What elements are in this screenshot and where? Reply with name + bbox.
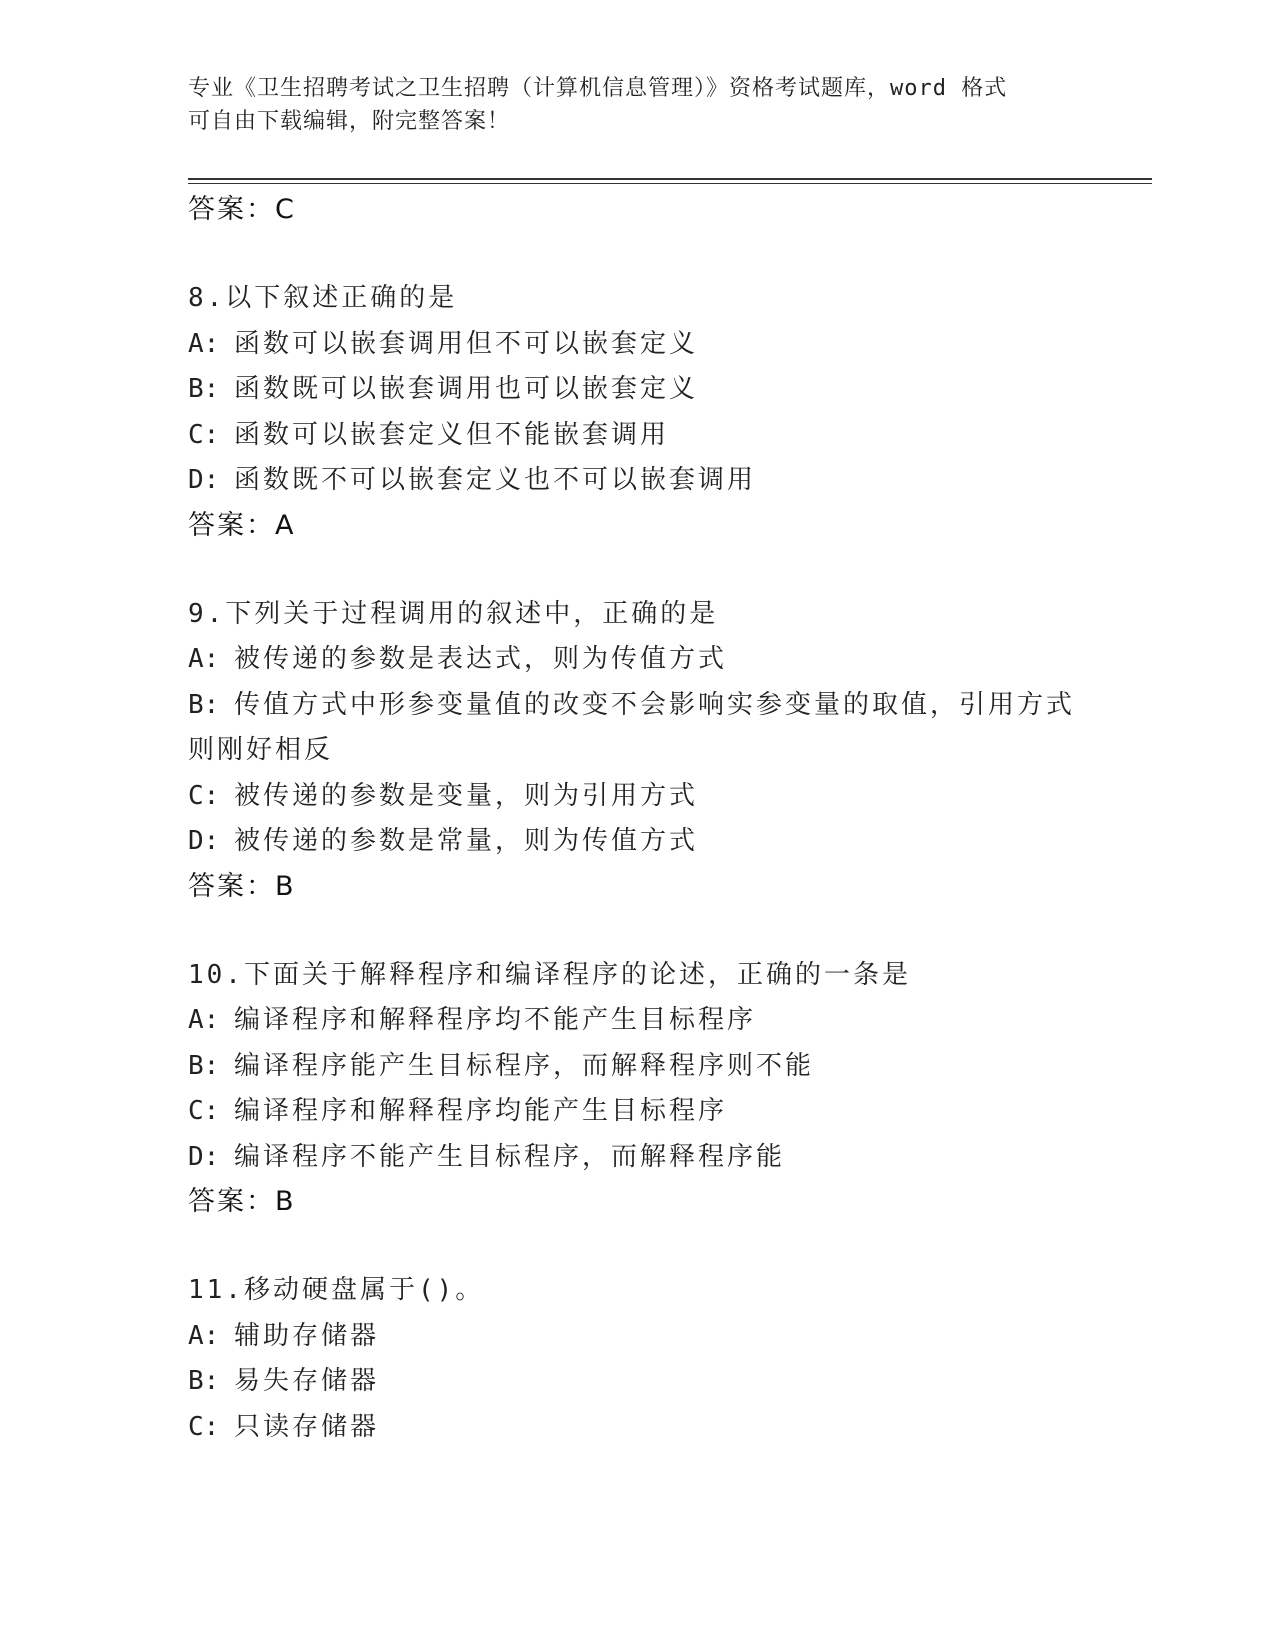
option-text: 编译程序不能产生目标程序，而解释程序能 [234, 1141, 786, 1172]
question-block [188, 953, 1088, 1223]
option-text: 辅助存储器 [234, 1320, 380, 1351]
option-key: C: [188, 419, 220, 450]
answer-line: 答案：C [188, 194, 296, 225]
option-key: D: [188, 1141, 220, 1172]
option-text: 传值方式中形参变量值的改变不会影响实参变量的取值，引用方式 [234, 689, 1076, 720]
option-text: 函数既不可以嵌套定义也不可以嵌套调用 [234, 465, 757, 495]
option-key: D: [188, 826, 220, 856]
option-text: 函数可以嵌套调用但不可以嵌套定义 [234, 328, 699, 359]
option-text: 易失存储器 [234, 1366, 380, 1396]
question-text: 8.以下叙述正确的是 [188, 283, 458, 313]
option-key: A: [188, 1005, 220, 1035]
option-text: 被传递的参数是表达式，则为传值方式 [234, 644, 728, 674]
header-rule-thick [188, 178, 1152, 180]
option-text: 被传递的参数是变量，则为引用方式 [234, 780, 699, 811]
option-key: C: [188, 1096, 220, 1126]
answer-line: 答案：B [188, 870, 296, 902]
option-key: C: [188, 1411, 220, 1442]
question-text: 9.下列关于过程调用的叙述中，正确的是 [188, 598, 719, 629]
option-text: 编译程序和解释程序均能产生目标程序 [234, 1096, 728, 1126]
option-b-continuation: 则刚好相反 [188, 735, 334, 765]
option-key: A: [188, 1320, 220, 1351]
option-a [188, 998, 1088, 1044]
answer-line: 答案：B [188, 1186, 296, 1217]
option-text: 函数既可以嵌套调用也可以嵌套定义 [234, 374, 699, 404]
option-b [188, 1359, 1088, 1405]
answer-line: 答案：A [188, 509, 296, 541]
question-block [188, 1268, 1088, 1450]
option-text: 只读存储器 [234, 1411, 380, 1442]
option-c [188, 774, 1088, 820]
option-c [188, 413, 1088, 459]
option-b [188, 683, 1088, 729]
header-rule-thin [188, 183, 1152, 184]
option-a [188, 322, 1088, 368]
header-line-2: 可自由下载编辑，附完整答案！ [188, 109, 511, 134]
option-c [188, 1405, 1088, 1451]
option-text: 编译程序和解释程序均不能产生目标程序 [234, 1005, 757, 1035]
option-key: C: [188, 780, 220, 811]
option-text: 编译程序能产生目标程序，而解释程序则不能 [234, 1050, 815, 1081]
option-key: B: [188, 1050, 220, 1081]
option-text: 被传递的参数是常量，则为传值方式 [234, 826, 699, 856]
option-key: D: [188, 465, 220, 495]
option-c [188, 1089, 1088, 1135]
option-text: 函数可以嵌套定义但不能嵌套调用 [234, 419, 670, 450]
option-key: B: [188, 374, 220, 404]
document-body [188, 190, 1088, 1450]
option-key: B: [188, 1366, 220, 1396]
question-text: 11.移动硬盘属于()。 [188, 1275, 485, 1305]
option-b [188, 1044, 1088, 1090]
question-text: 10.下面关于解释程序和编译程序的论述，正确的一条是 [188, 959, 911, 990]
option-key: B: [188, 689, 220, 720]
option-d [188, 458, 1088, 504]
document-header [188, 72, 1088, 138]
option-d [188, 819, 1088, 865]
option-a [188, 637, 1088, 683]
header-line-1: 专业《卫生招聘考试之卫生招聘（计算机信息管理）》资格考试题库，word 格式 [188, 76, 1008, 101]
option-d [188, 1135, 1088, 1181]
option-a [188, 1314, 1088, 1360]
option-key: A: [188, 644, 220, 674]
option-b [188, 367, 1088, 413]
question-block [188, 592, 1088, 907]
option-key: A: [188, 328, 220, 359]
question-block [188, 276, 1088, 546]
